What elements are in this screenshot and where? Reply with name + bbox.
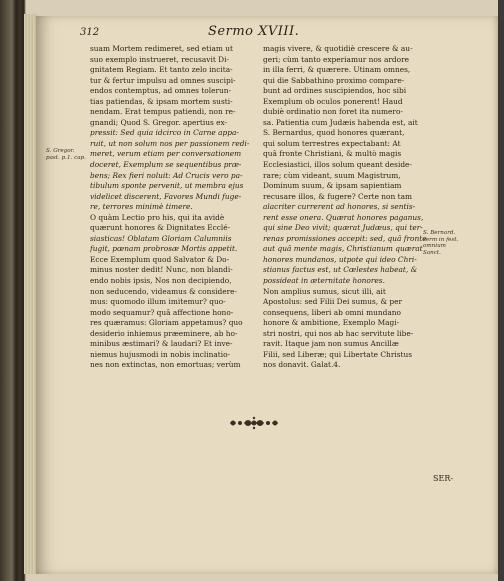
text-line: fugit, pœnam probrosæ Mortis appetit.	[90, 244, 238, 254]
text-line: pressit: Sed quia idcirco in Carne appa-	[90, 128, 239, 138]
text-line: in illa ferri, & quærere. Utinam omnes,	[263, 65, 411, 75]
text-line: honores mundanos, utpote qui ideo Chri-	[263, 254, 417, 264]
text-line: Ecce Exemplum quod Salvator & Do-	[90, 254, 230, 264]
margin-note-line: S. Gregor.	[46, 148, 75, 154]
text-line: geri; cùm tanto experiamur nos ardore	[263, 54, 409, 64]
text-line: rare; cùm videant, suum Magistrum,	[263, 170, 401, 180]
scan-border	[498, 0, 504, 581]
text-line: tur & fertur impulsu ad omnes suscipi-	[90, 75, 236, 85]
text-line: Dominum suum, & ipsam sapientiam	[263, 181, 402, 191]
margin-note-line: omnium	[423, 243, 446, 250]
text-line: nos donavit. Galat.4.	[263, 360, 341, 370]
text-line: minus noster dedit! Nunc, non blandi-	[90, 265, 233, 275]
text-line: qui die Sabbathino proximo compare-	[263, 75, 405, 85]
text-line: dubiè ordinatio non foret ita numero-	[263, 107, 403, 117]
text-line: recusare illos, & fugere? Certe non tam	[263, 191, 412, 201]
text-line: Ecclesiastici, illos solum queant deside-	[263, 160, 412, 170]
text-line: quærunt honores & Dignitates Ecclé-	[90, 223, 231, 233]
text-line: O quàm Lectio pro his, qui ita avidè	[90, 212, 225, 222]
text-line: modo sequamur? quâ affectione hono-	[90, 307, 234, 317]
text-line: magis vivere, & quotidiè crescere & au-	[263, 44, 413, 53]
text-line: possideat in æternitate honores.	[263, 276, 385, 286]
text-line: ravit. Itaque jam non sumus Ancillæ	[263, 339, 399, 349]
text-line: tias patiendas, & ipsam mortem susti-	[90, 96, 233, 106]
margin-note-line: serm in fest.	[423, 236, 459, 243]
page-header	[80, 24, 480, 41]
margin-note-line: past. p.1. cap.	[46, 154, 86, 161]
text-line: Filii, sed Liberæ; qui Libertate Christus	[263, 349, 413, 359]
text-line: endos contemptus, ad omnes tolerun-	[90, 86, 232, 96]
text-line: nendam. Erat tempus patiendi, non re-	[90, 107, 236, 117]
left-margin-note	[46, 148, 86, 161]
text-line: res quæramus: Gloriam appetamus? quo	[90, 318, 243, 328]
text-line: suo exemplo instrueret, recusavit Di-	[90, 54, 229, 64]
margin-note-line: Sanct.	[423, 249, 441, 256]
text-line: alacriter currerent ad honores, si sentis-	[263, 202, 416, 212]
text-line: non seducendo, videamus & considere-	[90, 286, 238, 296]
text-line: niemus hujusmodi in nobis inclinatio-	[90, 349, 231, 359]
text-line: aut quâ mente magis, Christianum quærat	[263, 244, 423, 254]
text-line: stri nostri, qui nos ab hac servitute libe-	[263, 328, 414, 338]
text-line: ruit, ut non solum nos per passionem redi-	[90, 138, 250, 148]
text-line: bunt ad ordines suscipiendos, hoc sibi	[263, 86, 407, 96]
text-line: nes non extinctas, non emortuas; verùm	[90, 360, 241, 370]
text-line: Non amplius sumus, sicut illi, ait	[263, 286, 386, 296]
text-line: stianus factus est, ut Cœlestes habeat, &	[263, 265, 418, 275]
text-line: S. Bernardus, quod honores quærant,	[263, 128, 405, 138]
text-line: Apostolus: sed Filii Dei sumus, & per	[263, 297, 403, 307]
printers-ornament	[226, 416, 282, 430]
text-line: gnandi; Quod S. Gregor. apertius ex-	[90, 117, 228, 127]
text-line: suam Mortem redimeret, sed etiam ut	[90, 44, 233, 53]
text-line: rent esse onera. Quærat honores paganus,	[263, 212, 424, 222]
text-line: siasticas! Oblatam Gloriam Calumniis	[90, 233, 232, 243]
text-line: renas promissiones accepit: sed, quâ fronte	[263, 233, 427, 243]
text-line: mus: quomodo illum imitemur? quo-	[90, 297, 226, 307]
text-line: qui sine Deo vivit; quærat Judæus, qui ter-	[263, 223, 423, 233]
left-text-column	[90, 44, 262, 371]
catchword: SER-	[433, 474, 454, 483]
text-line: sa. Patientia cum Judæis habenda est, ait	[263, 117, 418, 127]
text-line: gnitatem Regiam. Et tanto zelo incita-	[90, 65, 233, 75]
margin-note-line: S. Bernard.	[423, 230, 456, 236]
text-line: re, terrores minimè timere.	[90, 202, 193, 212]
text-line: videlicet discerent, Favores Mundi fuge-	[90, 191, 242, 201]
text-line: consequens, liberi ab omni mundano	[263, 307, 402, 317]
text-line: doceret, Exemplum se sequentibus præ-	[90, 160, 242, 170]
text-line: tibulum sponte pervenit, ut membra ejus	[90, 181, 244, 191]
text-line: honore & ambitione, Exemplo Magi-	[263, 318, 400, 328]
text-line: bens; Rex fieri noluit: Ad Crucis vero pa-	[90, 170, 243, 180]
text-line: meret, verum etiam per conversationem	[90, 149, 242, 159]
text-line: quâ fronte Christiani, & multò magis	[263, 149, 402, 159]
text-line: endo nobis ipsis, Nos non decipiendo,	[90, 276, 232, 286]
text-line: Exemplum ob oculos ponerent! Haud	[263, 96, 403, 106]
running-title: Sermo XVIII.	[208, 24, 300, 39]
text-line: desiderio inhiemus præeminere, ab ho-	[90, 328, 238, 338]
page-number: 312	[80, 27, 100, 38]
right-text-column	[263, 44, 435, 371]
text-line: qui solum terrestres expectabant: At	[263, 138, 401, 148]
text-line: minibus æstimari? & laudari? Et inve-	[90, 339, 233, 349]
